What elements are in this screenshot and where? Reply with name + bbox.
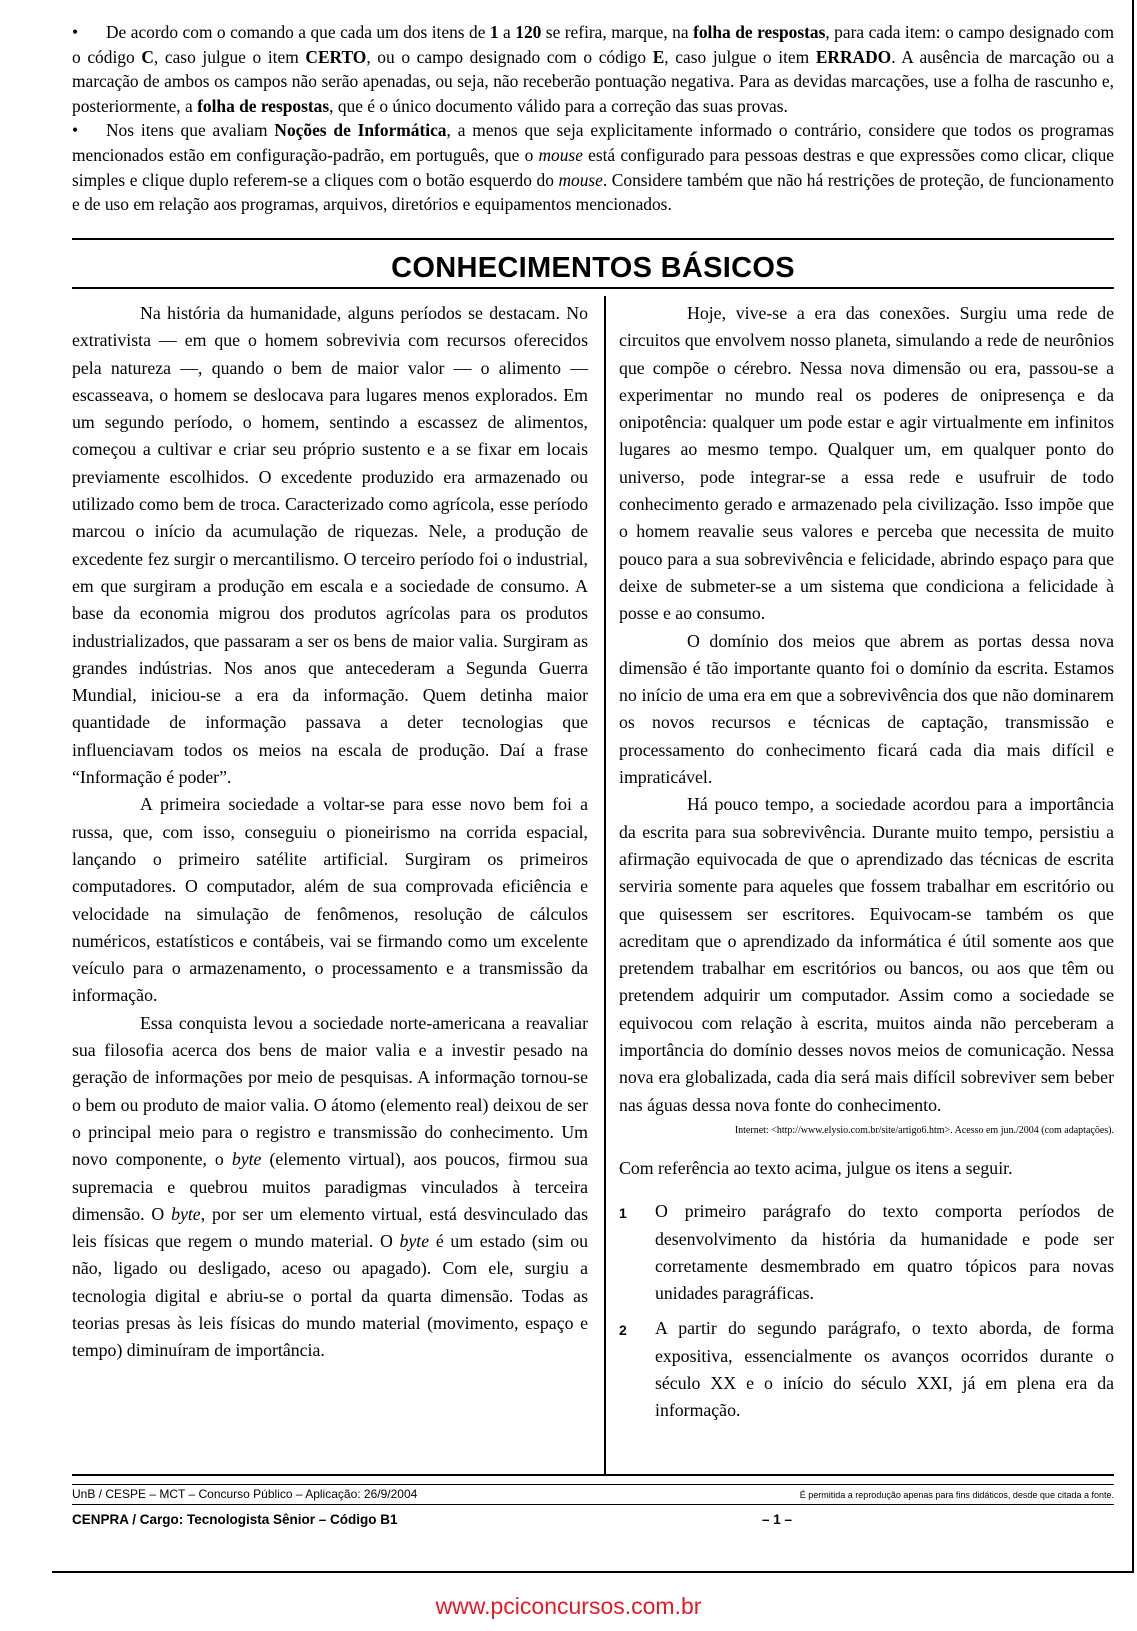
italic-text: byte	[231, 1149, 262, 1170]
bold-text: folha de respostas	[693, 22, 826, 42]
instruction-2	[72, 118, 1114, 216]
instruction-1	[72, 20, 1114, 118]
text-run: , caso julgue o item	[153, 46, 306, 67]
instructions	[72, 20, 1114, 217]
footer-exam-row	[72, 1487, 1114, 1501]
text-run: Há pouco tempo, a sociedade acordou para a importância da escrita para sua sobrevivência. Durante muito tempo, persistiu a afirmação equivocada de que o aprendizado das técnicas de escrita serviria somente para aqueles que fossem trabalhar em escritório ou que quisessem ser escritores. Equivocam-se também os que acreditam que o aprendizado da informática é útil somente aos que pretendem trabalhar em escritórios ou bancos, ou aos que têm ou pretendem adquirir um computador. Assim como a sociedade se equivocou com relação à escrita, muitos ainda não perceberam a importância do domínio desses novos meios de comunicação. Nessa nova era globalizada, cada dia será mais difícil sobreviver sem beber nas águas dessa nova fonte do conhecimento.	[619, 794, 1114, 1115]
bold-text: Noções de Informática	[274, 120, 447, 141]
italic-text: mouse	[538, 144, 583, 165]
bold-text: 1	[489, 22, 499, 42]
bullet-icon: •	[72, 120, 79, 141]
bold-text: CERTO	[305, 46, 367, 67]
text-run: Na história da humanidade, alguns períodos se destacam. No extrativista — em que o homem sobrevivia com recursos oferecidos pela natureza —, quando o bem de maior valor — o alimento — escasseava, o homem se deslocava para lugares menos explorados. Em um segundo período, o homem, sentindo a escassez de alimentos, começou a cultivar e criar seu próprio sustento e a se fixar em locais previamente escolhidos. O excedente produzido era armazenado ou utilizado como bem de troca. Caracterizado como agrícola, esse período marcou o início da acumulação de riquezas. Nele, a produção de excedente fez surgir o mercantilismo. O terceiro período foi o industrial, em que surgiram a produção em escala e a sociedade de consumo. A base da economia migrou dos produtos agrícolas para os produtos industrializados, que passaram a ser os bens de maior valia. Surgiram as grandes indústrias. Nos anos que antecederam a Segunda Guerra Mundial, iniciou-se a era da informação. Quem detinha maior quantidade de informação passava a deter tecnologias que influenciavam todos os meios na escala de produção. Daí a frase “Informação é poder”.	[72, 303, 588, 788]
text-run: , por ser um elemento virtual, está desvinculado das leis físicas que regem o mundo material. O	[72, 1203, 588, 1252]
divider	[72, 1484, 1114, 1485]
text-run: (elemento virtual), aos poucos, firmou sua supremacia e quebrou muitos paradigmas vinculados à terceira dimensão. O	[72, 1149, 588, 1224]
text-run: O domínio dos meios que abrem as portas dessa nova dimensão é tão importante quanto foi o domínio da escrita. Estamos no início de uma era em que a sobrevivência dos que não dominarem os novos recursos e técnicas de captação, transmissão e processamento do conhecimento ficará cada dia mais difícil e impraticável.	[619, 630, 1114, 788]
item-number: 1	[619, 1205, 627, 1222]
cargo-info: CENPRA / Cargo: Tecnologista Sênior – Código B1	[72, 1512, 398, 1527]
paragraph	[72, 300, 588, 791]
copyright-note: É permitida a reprodução apenas para fins didáticos, desde que citada a fonte.	[799, 1490, 1114, 1500]
text-run: Nos itens que avaliam	[106, 120, 275, 141]
bold-text: folha de respostas	[197, 95, 330, 116]
question-item	[619, 1198, 1114, 1307]
italic-text: byte	[399, 1231, 430, 1252]
section-title: CONHECIMENTOS BÁSICOS	[391, 252, 795, 284]
question-prompt: Com referência ao texto acima, julgue os itens a seguir.	[619, 1157, 1013, 1178]
text-run: . Considere também que não há restrições de proteção, de funcionamento e de uso em relação aos programas, arquivos, diretórios e equipamentos mencionados.	[72, 169, 1114, 215]
text-run: se refira, marque, na	[541, 22, 694, 42]
divider	[72, 1474, 1114, 1476]
text-column-right	[619, 300, 1114, 1433]
bullet-icon: •	[72, 22, 79, 42]
text-run: é um estado (sim ou não, ligado ou desligado, aceso ou apagado). Com ele, surgiu a tecnologia digital e abriu-se o portal da quarta dimensão. Todas as teorias presas às leis físicas do mundo material (movimento, espaço e tempo) diminuíram de importância.	[72, 1231, 588, 1361]
text-run: , caso julgue o item	[664, 46, 816, 67]
footer-cargo-row	[72, 1512, 1114, 1527]
bold-text: 120	[515, 22, 542, 42]
item-text: A partir do segundo parágrafo, o texto aborda, de forma expositiva, essencialmente os avanços ocorridos durante o século XX e o início do século XXI, já em plena era da informação.	[655, 1318, 1114, 1421]
text-run: , a menos que seja explicitamente informado o contrário, considere que todos os programas mencionados estão em configuração-padrão, em português, que o	[72, 120, 1115, 165]
text-run: Hoje, vive-se a era das conexões. Surgiu uma rede de circuitos que envolvem nosso planeta, simulando a rede de neurônios que compõe o cérebro. Nessa nova dimensão ou era, passou-se a experimentar no mundo real os poderes de onipresença e da onipotência: qualquer um pode estar e agir virtualmente em infinitos lugares ao mesmo tempo. Qualquer um, em qualquer ponto do universo, pode integrar-se a essa rede e usufruir de todo conhecimento gerado e armazenado pela civilização. Isso impõe que o homem reavalie seus valores e perceba que necessita de muito pouco para a sua sobrevivência e felicidade, abrindo espaço para que deixe de submeter-se a um sistema que condiciona a felicidade à posse e ao consumo.	[619, 303, 1114, 624]
exam-info: UnB / CESPE – MCT – Concurso Público – Aplicação: 26/9/2004	[72, 1487, 418, 1501]
divider	[72, 1504, 1114, 1505]
page-number: – 1 –	[762, 1512, 793, 1527]
text-column-left	[72, 300, 588, 1365]
divider	[72, 287, 1114, 289]
paragraph	[619, 300, 1114, 628]
item-text: O primeiro parágrafo do texto comporta períodos de desenvolvimento da história da humanidade e pode ser corretamente desmembrado em quatro tópicos para novas unidades paragráficas.	[655, 1201, 1114, 1304]
text-run: , para cada item: o campo designado com o código	[72, 22, 1114, 67]
question-item	[619, 1315, 1114, 1424]
text-run: , que é o único documento válido para a correção das suas provas.	[329, 95, 788, 116]
text-run: De acordo com o comando a que cada um dos itens de	[106, 22, 490, 42]
paragraph	[72, 791, 588, 1009]
italic-text: byte	[171, 1203, 201, 1224]
item-number: 2	[619, 1322, 627, 1339]
italic-text: mouse	[558, 169, 603, 190]
text-run: , ou o campo designado com o código	[366, 46, 653, 67]
bold-text: ERRADO	[815, 46, 892, 67]
paragraph	[619, 628, 1114, 792]
text-run: está configurado para pessoas destras e que expressões como clicar, clique simples e clique duplo referem-se a cliques com o botão esquerdo do	[72, 144, 1114, 190]
text-run: A primeira sociedade a voltar-se para esse novo bem foi a russa, que, com isso, conseguiu o pioneirismo na corrida espacial, lançando o primeiro satélite artificial. Surgiram os primeiros computadores. O computador, além de sua comprovada eficiência e velocidade na simulação de fenômenos, resolução de cálculos numéricos, estatísticos e contábeis, vai se firmando como um excelente veículo para o armazenamento, o processamento e a transmissão da informação.	[72, 794, 588, 1006]
text-run: a	[498, 22, 516, 42]
column-divider	[604, 296, 606, 1474]
text-run: Essa conquista levou a sociedade norte-americana a reavaliar sua filosofia acerca dos bens de maior valia e a investir pesado na geração de informações por meio de pesquisas. A informação tornou-se o bem ou produto de maior valia. O átomo (elemento real) deixou de ser o principal meio para o registro e transmissão do conhecimento. Um novo componente, o	[72, 1012, 588, 1170]
divider	[72, 238, 1114, 240]
paragraph	[72, 1010, 588, 1365]
text-run: . A ausência de marcação ou a marcação de ambos os campos não serão apenadas, ou seja, não receberão pontuação negativa. Para as devidas marcações, use a folha de rascunho e, posteriormente, a	[72, 46, 1114, 116]
bold-text: E	[652, 46, 665, 67]
paragraph	[619, 791, 1114, 1119]
site-url-link[interactable]: www.pciconcursos.com.br	[435, 1593, 702, 1619]
bold-text: C	[141, 46, 154, 67]
source-citation: Internet: <http://www.elysio.com.br/site/artigo6.htm>. Acesso em jun./2004 (com adaptações).	[734, 1124, 1114, 1136]
